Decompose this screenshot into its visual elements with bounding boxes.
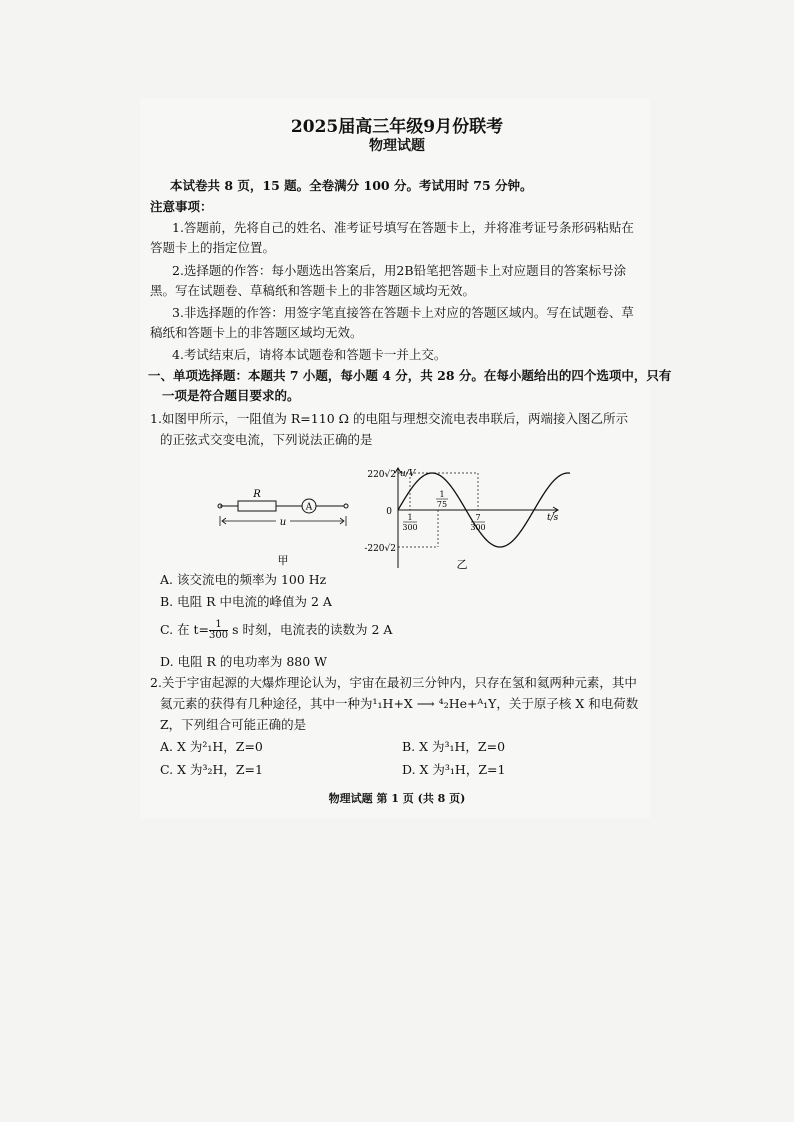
q1-option-a: A. 该交流电的频率为 100 Hz: [160, 572, 327, 587]
q1-option-d: D. 电阻 R 的电功率为 880 W: [160, 654, 328, 669]
notice-line: 稿纸和答题卡上的非答题区域均无效。: [150, 325, 363, 340]
nuclear-reaction: ¹₁H+X ⟶ ⁴₂He+ᴬ₁Y: [372, 696, 497, 711]
q2-option-b: B. X 为³₁H，Z=0: [402, 739, 506, 754]
circuit-diagram: [214, 486, 364, 566]
notice-line: 2.选择题的作答：每小题选出答案后，用2B铅笔把答题卡上对应题目的答案标号涂: [172, 263, 627, 278]
exam-subtitle: 物理试题: [369, 138, 425, 154]
x-axis-label: t/s: [547, 513, 559, 523]
q1-option-b: B. 电阻 R 中电流的峰值为 2 A: [160, 594, 332, 609]
q1-option-c-pre: C. 在 t=: [160, 622, 210, 637]
question-1-stem-cont: 的正弦式交变电流，下列说法正确的是: [160, 432, 373, 447]
question-1-stem: 1.如图甲所示，一阻值为 R=110 Ω 的电阻与理想交流电表串联后，两端接入图乙所示: [150, 411, 628, 426]
tick-1-denominator: 300: [402, 523, 418, 532]
q1-option-c-post: s 时刻，电流表的读数为 2 A: [228, 622, 393, 637]
notice-line: 1.答题前，先将自己的姓名、准考证号填写在答题卡上，并将准考证号条形码粘贴在: [172, 220, 634, 235]
voltage-label: u: [279, 517, 287, 528]
notice-line: 答题卡上的指定位置。: [150, 240, 276, 255]
sine-wave-graph: [362, 464, 572, 574]
q2-stem-pre: 氦元素的获得有几种途径，其中一种为: [160, 696, 373, 711]
exam-title: 2025届高三年级9月份联考: [290, 117, 504, 137]
notice-line: 4.考试结束后，请将本试题卷和答题卡一并上交。: [172, 347, 447, 362]
q2-stem-post: ，关于原子核 X 和电荷数: [496, 696, 639, 711]
peak-positive-label: 220√2: [367, 470, 396, 480]
figure-caption-jia: 甲: [277, 554, 289, 566]
figure-caption-yi: 乙: [456, 558, 468, 571]
notice-line: 3.非选择题的作答：用签字笔直接答在答题卡上对应的答题区域内。写在试题卷、草: [172, 305, 634, 320]
q1-option-c: [160, 620, 392, 641]
question-2-stem-end: Z，下列组合可能正确的是: [160, 717, 307, 732]
fraction-numerator: 1: [209, 620, 228, 631]
tick-2-numerator: 1: [439, 490, 445, 499]
tick-3-numerator: 7: [475, 513, 481, 522]
tick-2-denominator: 75: [436, 500, 448, 509]
resistor-symbol: [238, 501, 276, 511]
section-heading: 一、单项选择题：本题共 7 小题，每小题 4 分，共 28 分。在每小题给出的四个选项中，只有: [148, 368, 672, 383]
q1-option-c-fraction: [209, 620, 228, 641]
q2-option-d: D. X 为³₁H，Z=1: [402, 762, 506, 777]
question-2-stem-cont: [160, 696, 638, 712]
notice-heading: 注意事项：: [150, 199, 213, 214]
y-axis-label: u/V: [400, 469, 416, 479]
tick-3-denominator: 300: [470, 523, 486, 532]
resistor-label: R: [253, 489, 261, 500]
question-2-stem: 2.关于宇宙起源的大爆炸理论认为，宇宙在最初三分钟内，只存在氢和氦两种元素，其中: [150, 675, 637, 690]
section-heading-cont: 一项是符合题目要求的。: [162, 388, 300, 403]
tick-1-numerator: 1: [407, 513, 413, 522]
ammeter-label: A: [305, 502, 313, 513]
page-footer: 物理试题 第 1 页 (共 8 页): [328, 792, 466, 805]
q2-option-c: C. X 为³₂H，Z=1: [160, 762, 263, 777]
fraction-denominator: 300: [209, 630, 229, 641]
notice-line: 黑。写在试题卷、草稿纸和答题卡上的非答题区域均无效。: [150, 283, 476, 298]
q2-option-a: A. X 为²₁H，Z=0: [160, 739, 263, 754]
peak-negative-label: -220√2: [364, 544, 396, 554]
terminal-right: [344, 504, 348, 508]
origin-label: 0: [386, 507, 392, 517]
exam-intro: 本试卷共 8 页，15 题。全卷满分 100 分。考试用时 75 分钟。: [170, 178, 533, 193]
